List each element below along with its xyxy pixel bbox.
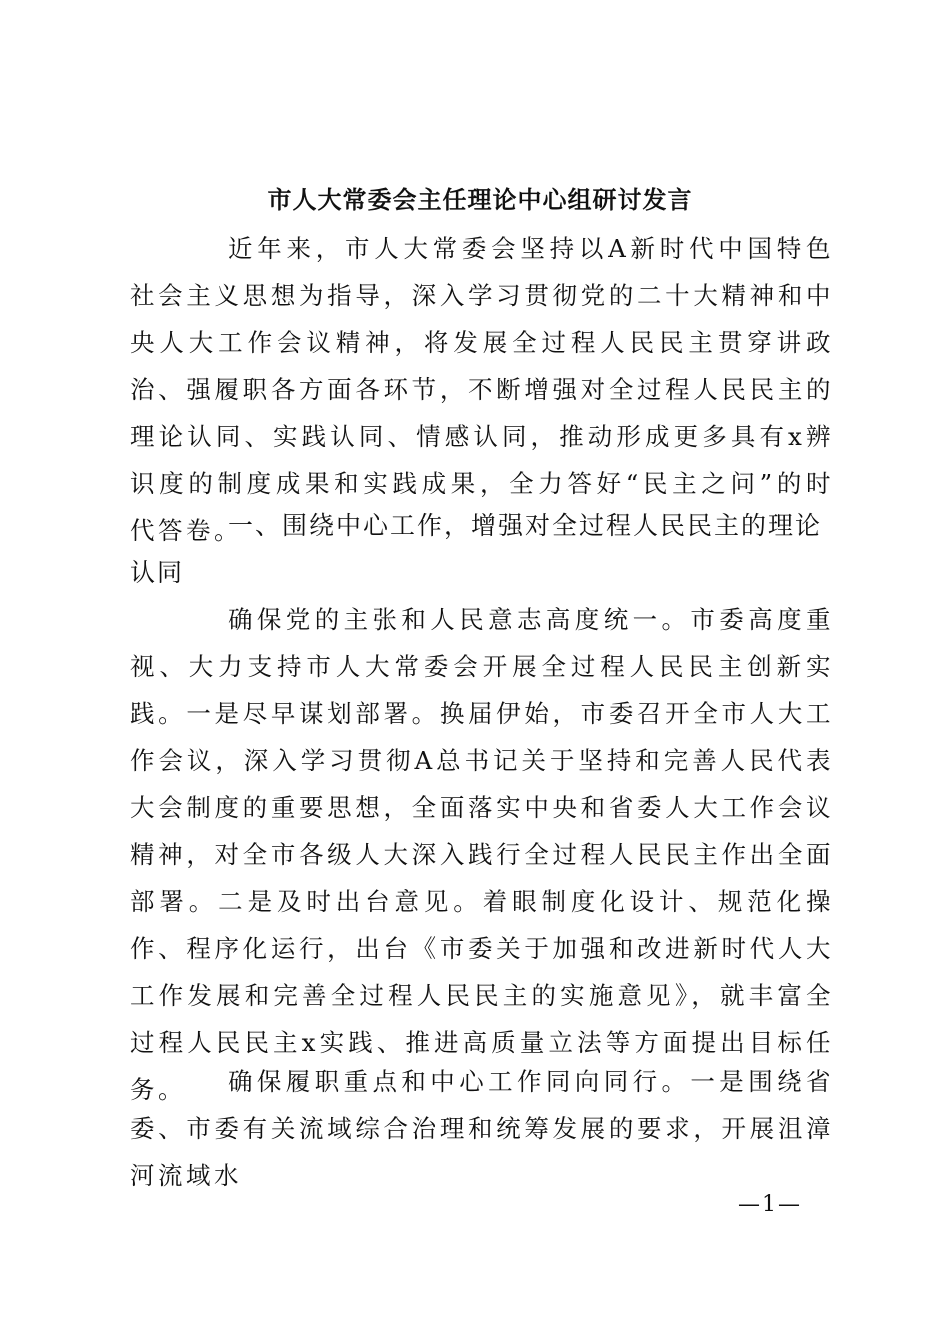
page-number: —1—: [738, 1192, 802, 1217]
body-paragraph: 确保党的主张和人民意志高度统一。市委高度重视、大力支持市人大常委会开展全过程人民民主创新实践。一是尽早谋划部署。换届伊始，市委召开全市人大工作会议，深入学习贯彻A总书记关于坚持和完善人民代表大会制度的重要思想，全面落实中央和省委人大工作会议精神，对全市各级人大深入践行全过程人民民主作出全面部署。二是及时出台意见。着眼制度化设计、规范化操作、程序化运行，出台《市委关于加强和改进新时代人大工作发展和完善全过程人民民主的实施意见》，就丰富全过程人民民主x实践、推进高质量立法等方面提出目标任务。: [130, 605, 834, 1104]
body-paragraph: 确保履职重点和中心工作同向同行。一是围绕省委、市委有关流域综合治理和统筹发展的要求，开展沮漳河流域水: [130, 1067, 834, 1190]
document-title: 市人大常委会主任理论中心组研讨发言: [267, 185, 693, 214]
section-heading: 一、围绕中心工作，增强对全过程人民民主的理论认同: [130, 511, 823, 587]
intro-paragraph: 近年来，市人大常委会坚持以A新时代中国特色社会主义思想为指导，深入学习贯彻党的二十大精神和中央人大工作会议精神，将发展全过程人民民主贯穿讲政治、强履职各方面各环节，不断增强对全过程人民民主的理论认同、实践认同、情感认同，推动形成更多具有x辨识度的制度成果和实践成果，全力答好“民主之问”的时代答卷。: [130, 234, 834, 545]
